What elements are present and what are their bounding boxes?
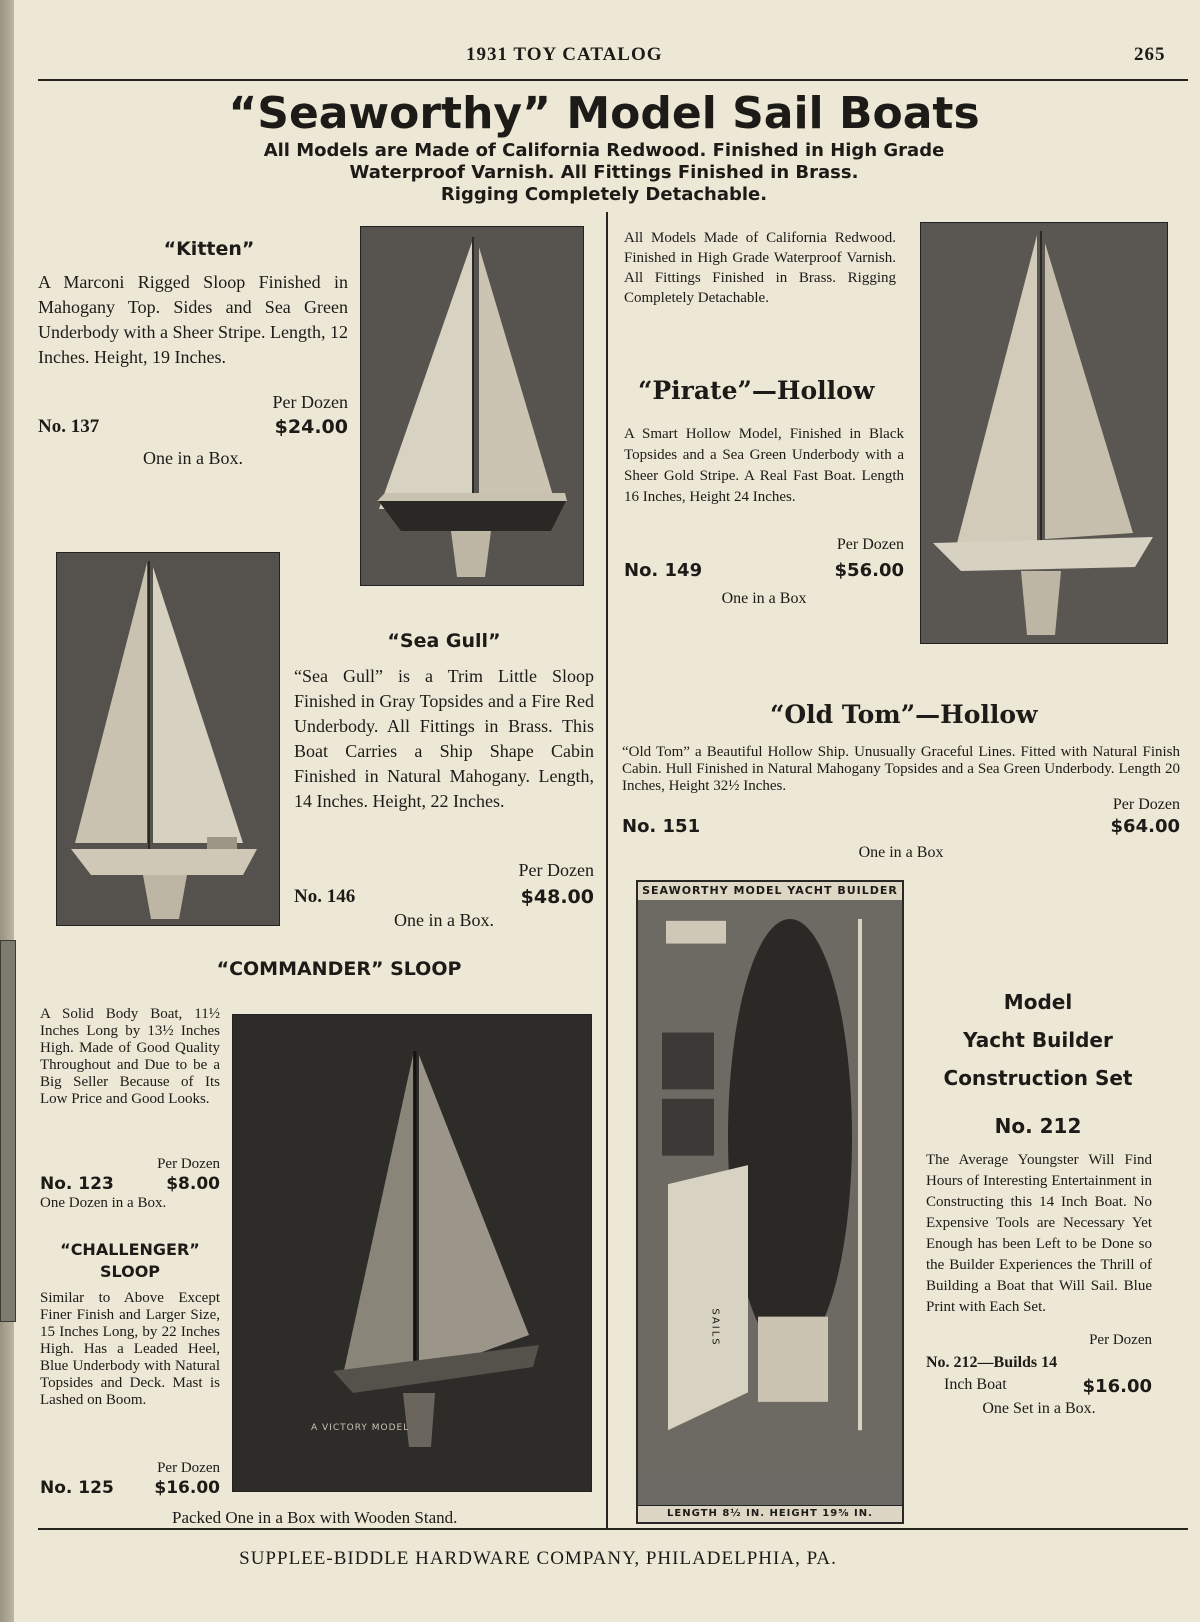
old-tom-number: No. 151: [622, 816, 701, 837]
challenger-per-dozen: Per Dozen: [157, 1460, 220, 1476]
pirate-price: $56.00: [834, 560, 904, 581]
catalog-page: [14, 0, 1200, 1622]
commander-box: One Dozen in a Box.: [40, 1195, 167, 1211]
sea-gull-number: No. 146: [294, 886, 356, 907]
old-tom-price: $64.00: [1110, 816, 1180, 837]
pirate-box: One in a Box: [721, 590, 807, 607]
page-number: 265: [1134, 44, 1166, 65]
challenger-price: $16.00: [154, 1478, 220, 1498]
commander-description: A Solid Body Boat, 11½ Inches Long by 13½ Inches High. Made of Good Quality Throughout and Due to be a Big Seller Because of Its Low Price and Good Looks.: [40, 1006, 220, 1107]
old-tom-per-dozen: Per Dozen: [1112, 796, 1180, 813]
commander-title: “COMMANDER” SLOOP: [216, 958, 462, 980]
sea-gull-per-dozen: Per Dozen: [518, 860, 594, 880]
subtitle-line-3: Rigging Completely Detachable.: [440, 184, 768, 205]
sea-gull-price: $48.00: [520, 886, 594, 908]
builder-box: One Set in a Box.: [982, 1400, 1096, 1417]
pirate-price-line: [624, 560, 904, 581]
builder-heading-1: Model: [1003, 990, 1073, 1014]
kitten-price: $24.00: [274, 416, 348, 438]
kitten-title: “Kitten”: [163, 238, 255, 260]
sea-gull-description: “Sea Gull” is a Trim Little Sloop Finished in Gray Topsides and a Fire Red Underbody. All Fittings in Brass. This Boat Carries a Ship Shape Cabin Finished in Natural Mahogany. Length, 14 Inches. Height, 22 Inches.: [294, 666, 594, 811]
footer-company: SUPPLEE-BIDDLE HARDWARE COMPANY, PHILADELPHIA, PA.: [239, 1548, 837, 1569]
page-tab-edge: [0, 940, 16, 1322]
sea-gull-title: “Sea Gull”: [387, 630, 501, 652]
challenger-number: No. 125: [40, 1478, 114, 1498]
pirate-title: “Pirate”—Hollow: [638, 376, 875, 405]
kit-sails-label: SAILS: [709, 1308, 721, 1347]
old-tom-price-line: [622, 816, 1180, 837]
header-rule: [38, 79, 1188, 81]
sea-gull-price-line: [294, 886, 594, 908]
builder-number-heading: No. 212: [994, 1114, 1082, 1138]
kitten-description: A Marconi Rigged Sloop Finished in Mahogany Top. Sides and Sea Green Underbody with a Sheer Stripe. Length, 12 Inches. Height, 19 Inches.: [38, 272, 348, 367]
builder-price-line: [944, 1376, 1152, 1397]
challenger-title-1: “CHALLENGER”: [60, 1240, 200, 1259]
pirate-per-dozen: Per Dozen: [836, 536, 904, 553]
subtitle-line-1: All Models are Made of California Redwood. Finished in High Grade: [263, 140, 945, 161]
kitten-number: No. 137: [38, 416, 100, 437]
commander-price-line: [40, 1174, 220, 1194]
victory-model-photo: [232, 1014, 592, 1492]
challenger-description: Similar to Above Except Finer Finish and Larger Size, 15 Inches Long, by 22 Inches High. Has a Leaded Heel, Blue Underbody with Natural Topsides and Deck. Mast is Lashed on Boom.: [40, 1290, 220, 1408]
builder-heading-2: Yacht Builder: [963, 1028, 1113, 1052]
challenger-title-2: SLOOP: [99, 1262, 161, 1281]
pirate-photo: [920, 222, 1168, 644]
yacht-builder-kit-photo: [636, 880, 904, 1524]
pirate-number: No. 149: [624, 560, 703, 581]
footer-rule: [38, 1528, 1188, 1530]
kitten-photo: [360, 226, 584, 586]
kitten-price-line: [38, 416, 348, 438]
builder-per-dozen: Per Dozen: [1089, 1332, 1152, 1348]
commander-number: No. 123: [40, 1174, 114, 1194]
sea-gull-box: One in a Box.: [394, 910, 494, 930]
challenger-price-line: [40, 1478, 220, 1498]
kit-dimensions: LENGTH 8½ IN. HEIGHT 19⅝ IN.: [638, 1505, 902, 1522]
packed-note: Packed One in a Box with Wooden Stand.: [172, 1508, 458, 1527]
builder-price: $16.00: [1082, 1376, 1152, 1397]
column-divider: [606, 212, 608, 1530]
victory-caption: A VICTORY MODEL: [311, 1423, 410, 1433]
builder-number-line-2: Inch Boat: [944, 1376, 1007, 1393]
builder-number-line: No. 212—Builds 14: [926, 1354, 1058, 1371]
sea-gull-photo: [56, 552, 280, 926]
page-title: “Seaworthy” Model Sail Boats: [228, 88, 980, 139]
old-tom-title: “Old Tom”—Hollow: [770, 700, 1038, 729]
kitten-box: One in a Box.: [143, 448, 243, 468]
commander-per-dozen: Per Dozen: [157, 1156, 220, 1172]
commander-price: $8.00: [166, 1174, 220, 1194]
right-intro: All Models Made of California Redwood. Finished in High Grade Waterproof Varnish. All Fittings Finished in Brass. Rigging Completely Detachable.: [624, 230, 896, 306]
pirate-description: A Smart Hollow Model, Finished in Black Topsides and a Sea Green Underbody with a Sheer Gold Stripe. A Real Fast Boat. Length 16 Inches, Height 24 Inches.: [624, 426, 904, 505]
old-tom-description: “Old Tom” a Beautiful Hollow Ship. Unusually Graceful Lines. Fitted with Natural Finish Cabin. Hull Finished in Natural Mahogany Topsides and a Sea Green Underbody. Length 20 Inches, Height 32½ Inches.: [622, 744, 1180, 794]
subtitle-line-2: Waterproof Varnish. All Fittings Finished in Brass.: [349, 162, 859, 183]
builder-description: The Average Youngster Will Find Hours of Interesting Entertainment in Constructing this 14 Inch Boat. No Expensive Tools are Necessary Yet Enough has been Left to be Done so the Builder Experiences the Thrill of Building a Boat that Will Sail. Blue Print with Each Set.: [926, 1152, 1152, 1315]
kitten-per-dozen: Per Dozen: [272, 392, 348, 412]
running-header: 1931 TOY CATALOG: [466, 44, 663, 65]
old-tom-box: One in a Box: [858, 844, 944, 861]
builder-heading-3: Construction Set: [943, 1066, 1133, 1090]
kit-box-label: SEAWORTHY MODEL YACHT BUILDER: [638, 882, 902, 901]
